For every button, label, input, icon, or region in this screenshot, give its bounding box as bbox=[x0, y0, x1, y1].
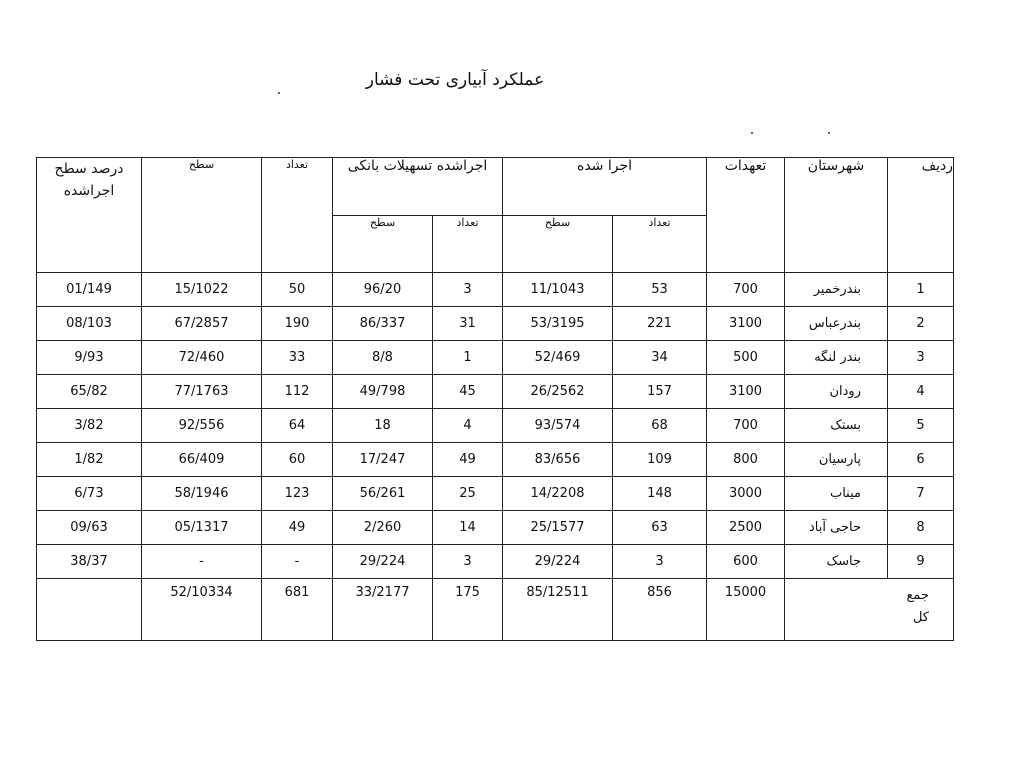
cell-area: 58/1946 bbox=[142, 477, 262, 511]
stray-dot bbox=[751, 132, 753, 134]
cell-bank-count: 1 bbox=[433, 341, 503, 375]
cell-bank-area: 29/224 bbox=[333, 545, 433, 579]
cell-bank-area: 2/260 bbox=[333, 511, 433, 545]
table-row bbox=[37, 273, 954, 307]
cell-county: بندرعباس bbox=[785, 307, 888, 341]
cell-bank-count: 45 bbox=[433, 375, 503, 409]
cell-bank-count: 25 bbox=[433, 477, 503, 511]
cell-bank-area: 18 bbox=[333, 409, 433, 443]
cell-executed-area: 29/224 bbox=[503, 545, 613, 579]
cell-area: 77/1763 bbox=[142, 375, 262, 409]
total-commitments: 15000 bbox=[707, 579, 785, 641]
total-bank-count: 175 bbox=[433, 579, 503, 641]
cell-percent: 01/149 bbox=[37, 273, 142, 307]
total-label-line2: کل bbox=[912, 610, 929, 625]
cell-executed-area: 53/3195 bbox=[503, 307, 613, 341]
cell-executed-count: 34 bbox=[613, 341, 707, 375]
cell-county: بستک bbox=[785, 409, 888, 443]
cell-executed-count: 157 bbox=[613, 375, 707, 409]
cell-row-no: 9 bbox=[888, 545, 954, 579]
cell-executed-count: 63 bbox=[613, 511, 707, 545]
total-bank-area: 33/2177 bbox=[333, 579, 433, 641]
header-executed: اجرا شده bbox=[503, 158, 707, 216]
cell-county: حاجی آباد bbox=[785, 511, 888, 545]
cell-row-no: 1 bbox=[888, 273, 954, 307]
total-count: 681 bbox=[262, 579, 333, 641]
cell-count: 112 bbox=[262, 375, 333, 409]
cell-county: میناب bbox=[785, 477, 888, 511]
cell-bank-area: 86/337 bbox=[333, 307, 433, 341]
cell-executed-area: 93/574 bbox=[503, 409, 613, 443]
cell-executed-count: 109 bbox=[613, 443, 707, 477]
cell-executed-count: 68 bbox=[613, 409, 707, 443]
cell-count: 190 bbox=[262, 307, 333, 341]
cell-count: 60 bbox=[262, 443, 333, 477]
total-executed-count: 856 bbox=[613, 579, 707, 641]
cell-row-no: 4 bbox=[888, 375, 954, 409]
cell-commitments: 700 bbox=[707, 273, 785, 307]
table-row bbox=[37, 307, 954, 341]
cell-executed-area: 83/656 bbox=[503, 443, 613, 477]
cell-row-no: 2 bbox=[888, 307, 954, 341]
cell-executed-area: 11/1043 bbox=[503, 273, 613, 307]
header-county: شهرستان bbox=[785, 158, 888, 273]
cell-bank-area: 8/8 bbox=[333, 341, 433, 375]
cell-executed-count: 221 bbox=[613, 307, 707, 341]
cell-count: 33 bbox=[262, 341, 333, 375]
table-row bbox=[37, 511, 954, 545]
cell-row-no: 7 bbox=[888, 477, 954, 511]
cell-county: بندرخمیر bbox=[785, 273, 888, 307]
header-bank-area: سطح bbox=[333, 216, 433, 273]
cell-count: 64 bbox=[262, 409, 333, 443]
cell-row-no: 5 bbox=[888, 409, 954, 443]
table-row bbox=[37, 375, 954, 409]
header-count: تعداد bbox=[262, 158, 333, 273]
cell-percent: 65/82 bbox=[37, 375, 142, 409]
irrigation-performance-table bbox=[36, 157, 954, 641]
cell-area: 05/1317 bbox=[142, 511, 262, 545]
cell-commitments: 700 bbox=[707, 409, 785, 443]
cell-bank-count: 49 bbox=[433, 443, 503, 477]
total-area: 52/10334 bbox=[142, 579, 262, 641]
cell-bank-area: 49/798 bbox=[333, 375, 433, 409]
total-row bbox=[37, 579, 954, 641]
cell-area: - bbox=[142, 545, 262, 579]
cell-percent: 6/73 bbox=[37, 477, 142, 511]
cell-commitments: 2500 bbox=[707, 511, 785, 545]
cell-row-no: 8 bbox=[888, 511, 954, 545]
cell-percent: 3/82 bbox=[37, 409, 142, 443]
cell-bank-count: 4 bbox=[433, 409, 503, 443]
cell-bank-count: 3 bbox=[433, 545, 503, 579]
cell-percent: 9/93 bbox=[37, 341, 142, 375]
header-executed-count: تعداد bbox=[613, 216, 707, 273]
cell-county: بندر لنگه bbox=[785, 341, 888, 375]
cell-percent: 38/37 bbox=[37, 545, 142, 579]
cell-commitments: 3100 bbox=[707, 307, 785, 341]
page-title: عملکرد آبیاری تحت فشار bbox=[365, 70, 545, 90]
cell-percent: 09/63 bbox=[37, 511, 142, 545]
cell-area: 15/1022 bbox=[142, 273, 262, 307]
cell-county: رودان bbox=[785, 375, 888, 409]
cell-executed-count: 3 bbox=[613, 545, 707, 579]
cell-commitments: 800 bbox=[707, 443, 785, 477]
table-row bbox=[37, 443, 954, 477]
cell-bank-count: 14 bbox=[433, 511, 503, 545]
table-row bbox=[37, 545, 954, 579]
cell-bank-area: 96/20 bbox=[333, 273, 433, 307]
header-bank-count: تعداد bbox=[433, 216, 503, 273]
cell-row-no: 6 bbox=[888, 443, 954, 477]
header-bank-executed: اجراشده تسهیلات بانکی bbox=[333, 158, 503, 216]
total-executed-area: 85/12511 bbox=[503, 579, 613, 641]
table-row bbox=[37, 477, 954, 511]
total-percent bbox=[37, 579, 142, 641]
total-label bbox=[785, 579, 954, 641]
cell-executed-area: 52/469 bbox=[503, 341, 613, 375]
cell-count: 123 bbox=[262, 477, 333, 511]
header-area: سطح bbox=[142, 158, 262, 273]
cell-percent: 08/103 bbox=[37, 307, 142, 341]
cell-percent: 1/82 bbox=[37, 443, 142, 477]
header-executed-area: سطح bbox=[503, 216, 613, 273]
total-label-line1: جمع bbox=[906, 588, 929, 603]
cell-bank-area: 17/247 bbox=[333, 443, 433, 477]
cell-county: جاسک bbox=[785, 545, 888, 579]
cell-bank-area: 56/261 bbox=[333, 477, 433, 511]
cell-area: 92/556 bbox=[142, 409, 262, 443]
table-row bbox=[37, 409, 954, 443]
cell-executed-area: 26/2562 bbox=[503, 375, 613, 409]
cell-bank-count: 31 bbox=[433, 307, 503, 341]
cell-count: 50 bbox=[262, 273, 333, 307]
cell-executed-count: 148 bbox=[613, 477, 707, 511]
cell-commitments: 600 bbox=[707, 545, 785, 579]
cell-commitments: 500 bbox=[707, 341, 785, 375]
cell-count: - bbox=[262, 545, 333, 579]
cell-county: پارسیان bbox=[785, 443, 888, 477]
cell-commitments: 3100 bbox=[707, 375, 785, 409]
cell-area: 72/460 bbox=[142, 341, 262, 375]
cell-bank-count: 3 bbox=[433, 273, 503, 307]
header-commitments: تعهدات bbox=[707, 158, 785, 273]
cell-executed-area: 25/1577 bbox=[503, 511, 613, 545]
cell-commitments: 3000 bbox=[707, 477, 785, 511]
header-row-top bbox=[37, 158, 954, 216]
stray-dot bbox=[278, 92, 280, 94]
cell-executed-area: 14/2208 bbox=[503, 477, 613, 511]
cell-executed-count: 53 bbox=[613, 273, 707, 307]
cell-count: 49 bbox=[262, 511, 333, 545]
table-row bbox=[37, 341, 954, 375]
header-row-no: ردیف bbox=[888, 158, 954, 273]
cell-row-no: 3 bbox=[888, 341, 954, 375]
stray-dot bbox=[828, 132, 830, 134]
cell-area: 67/2857 bbox=[142, 307, 262, 341]
cell-area: 66/409 bbox=[142, 443, 262, 477]
header-executed-area-percent: درصد سطح اجراشده bbox=[37, 158, 142, 273]
